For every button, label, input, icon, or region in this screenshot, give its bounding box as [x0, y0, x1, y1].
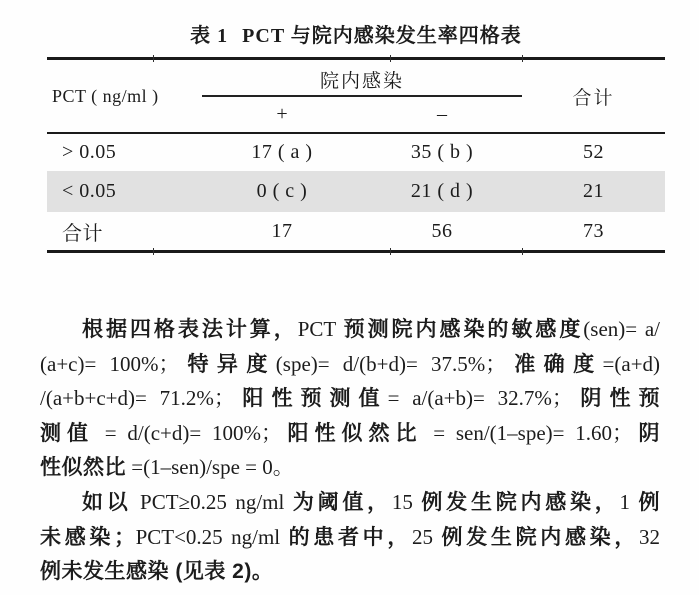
cell-positive: 17 ( a ): [251, 141, 313, 163]
infection-spanner: [202, 60, 522, 132]
paragraph-line: [40, 520, 660, 555]
latin-formula-segment: = a/(a+b)= 32.7%；: [387, 386, 573, 411]
table-row-shaded: [47, 171, 665, 212]
cn-text-segment: 性似然比: [40, 456, 126, 480]
cn-text-segment: 例发生院内感染，: [421, 490, 620, 514]
cn-text-segment: 测值: [40, 421, 95, 445]
spanner-subcolumns: [202, 97, 522, 132]
subcol-positive: +: [276, 103, 288, 125]
cell-total: 52: [583, 141, 604, 163]
latin-formula-segment: 25: [412, 524, 442, 549]
table-title: [47, 19, 665, 47]
latin-formula-segment: = sen/(1–spe)= 1.60；: [422, 420, 633, 445]
latin-formula-segment: =(1–sen)/spe = 0。: [126, 455, 294, 480]
cell-total: 21: [583, 180, 604, 202]
column-tick: [522, 55, 523, 62]
table-bottom-rule: [47, 250, 665, 253]
results-text: [40, 312, 660, 589]
cn-text-segment: 特异度: [179, 352, 276, 376]
column-tick: [522, 248, 523, 255]
cn-text-segment: 阳性预测值: [234, 387, 388, 411]
table-top-rule: [47, 57, 665, 60]
spanner-label: 院内感染: [319, 71, 404, 92]
latin-formula-segment: = d/(c+d)= 100%；: [94, 420, 282, 445]
cn-text-segment: 根据四格表法计算，: [82, 318, 298, 341]
row-label-cell: < 0.05: [62, 180, 117, 202]
cn-text-segment: 阴: [633, 421, 661, 445]
row-header-cell: PCT ( ng/ml ): [52, 85, 159, 106]
cn-text-segment: 准确度: [506, 352, 603, 376]
latin-formula-segment: (a+c)= 100%；: [40, 351, 180, 376]
table-title-text: PCT 与院内感染发生率四格表: [242, 25, 522, 47]
paragraph-line: [40, 312, 660, 347]
cn-text-segment: 未感染；: [40, 525, 136, 549]
cn-text-segment: 如以: [82, 490, 132, 514]
cn-text-segment: 例: [638, 490, 661, 514]
latin-formula-segment: PCT≥0.25 ng/ml: [131, 489, 293, 514]
paragraph-line: [40, 381, 660, 416]
cn-text-segment: 预测院内感染的敏感度: [343, 318, 584, 341]
row-label-cell: > 0.05: [62, 141, 117, 163]
cn-text-segment: 例发生院内感染，: [441, 525, 640, 549]
column-tick: [153, 248, 154, 255]
latin-formula-segment: 1: [619, 489, 639, 514]
latin-formula-segment: (spe)= d/(b+d)= 37.5%；: [275, 351, 507, 376]
paragraph-line: [40, 554, 660, 589]
table-row: [47, 134, 665, 171]
cell-total: 73: [583, 219, 604, 242]
paragraph-line: [40, 450, 660, 485]
column-tick: [390, 55, 391, 62]
table-header: [47, 60, 665, 132]
latin-formula-segment: PCT<0.25 ng/ml: [135, 524, 289, 549]
fourfold-table: [47, 57, 665, 253]
latin-formula-segment: 15: [391, 489, 422, 514]
latin-formula-segment: PCT: [297, 317, 344, 341]
total-column-header: 合计: [572, 87, 615, 109]
table-title-index: 表 1: [190, 25, 229, 47]
subcol-negative: –: [437, 103, 447, 125]
column-tick: [390, 248, 391, 255]
latin-formula-segment: 32: [639, 524, 661, 549]
column-tick: [153, 55, 154, 62]
header-bottom-rule: [47, 132, 665, 134]
cell-negative: 56: [431, 219, 453, 242]
cell-positive: 0 ( c ): [256, 180, 308, 202]
cn-text-segment: 例未发生感染 (见表 2)。: [40, 560, 274, 584]
paragraph-line: [40, 485, 660, 520]
cn-text-segment: 阳性似然比: [281, 421, 423, 445]
latin-formula-segment: =(a+d): [602, 351, 661, 376]
paragraph-line: [40, 347, 660, 382]
row-label-cell: 合计: [62, 222, 103, 245]
table-row-total: [47, 212, 665, 250]
cn-text-segment: 阴性预: [572, 387, 660, 411]
cn-text-segment: 的患者中，: [288, 525, 413, 549]
cell-negative: 21 ( d ): [410, 180, 474, 202]
latin-formula-segment: (sen)= a/: [583, 317, 660, 341]
latin-formula-segment: /(a+b+c+d)= 71.2%；: [40, 386, 235, 411]
cell-negative: 35 ( b ): [410, 141, 474, 163]
paragraph-line: [40, 416, 660, 451]
cn-text-segment: 为阈值，: [292, 490, 392, 514]
cell-positive: 17: [271, 219, 293, 242]
